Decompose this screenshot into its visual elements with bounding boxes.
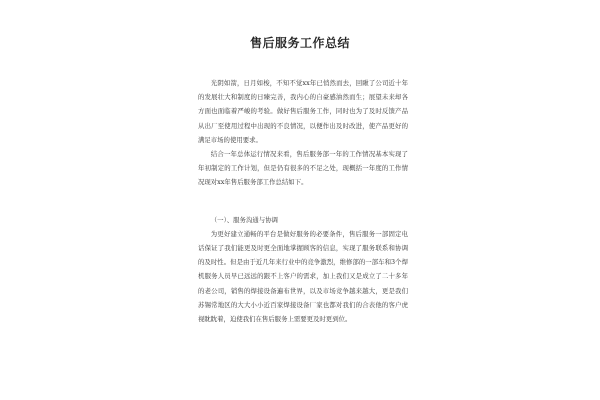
document-title: 售后服务工作总结 [249,36,350,50]
document-body [198,76,408,326]
intro-paragraph: 光阴如箭，日月如梭，不知不觉xx年已悄然而去，回瞅了公司近十年的发展壮大和制度的日臻完善，我内心的自豪感油然而生；展望未来却各方面也面临着严峻的考验。做好售后服务工作，同时也为了及时反馈产品从出厂至使用过程中出现的不良情况，以便作出及时改进，使产品更好的满足市场的使用要求。 [198,79,408,144]
section-heading: （一）、服务沟通与协调 [210,215,278,224]
summary-paragraph: 结合一年总体运行情况来看，售后服务部一年的工作情况基本实现了年初制定的工作计划，但是仍有很多的不足之处，现概括一年度的工作情况现对xx年售后服务部工作总结如下。 [198,150,408,187]
section-paragraph: 为更好建立通畅的平台是做好服务的必要条件，售后服务一部固定电话保证了我们能更及时更全面地掌握顾客的信息，实现了服务联系和协调的及时性。但是由于近几年来行业中的竞争激烈，维修部的一部车和3个焊机服务人员早已远远的跟不上客户的需求，加上我们又是成立了二十多年的老公司，销售的焊接设备遍布世界，以及市场竞争越来越大，更是我们苏锡常地区的大大小小近百家焊接设备厂家也都对我们的合表他的客户虎视眈眈着，迫使我们在售后服务上需要更及时更到位。 [198,229,408,324]
